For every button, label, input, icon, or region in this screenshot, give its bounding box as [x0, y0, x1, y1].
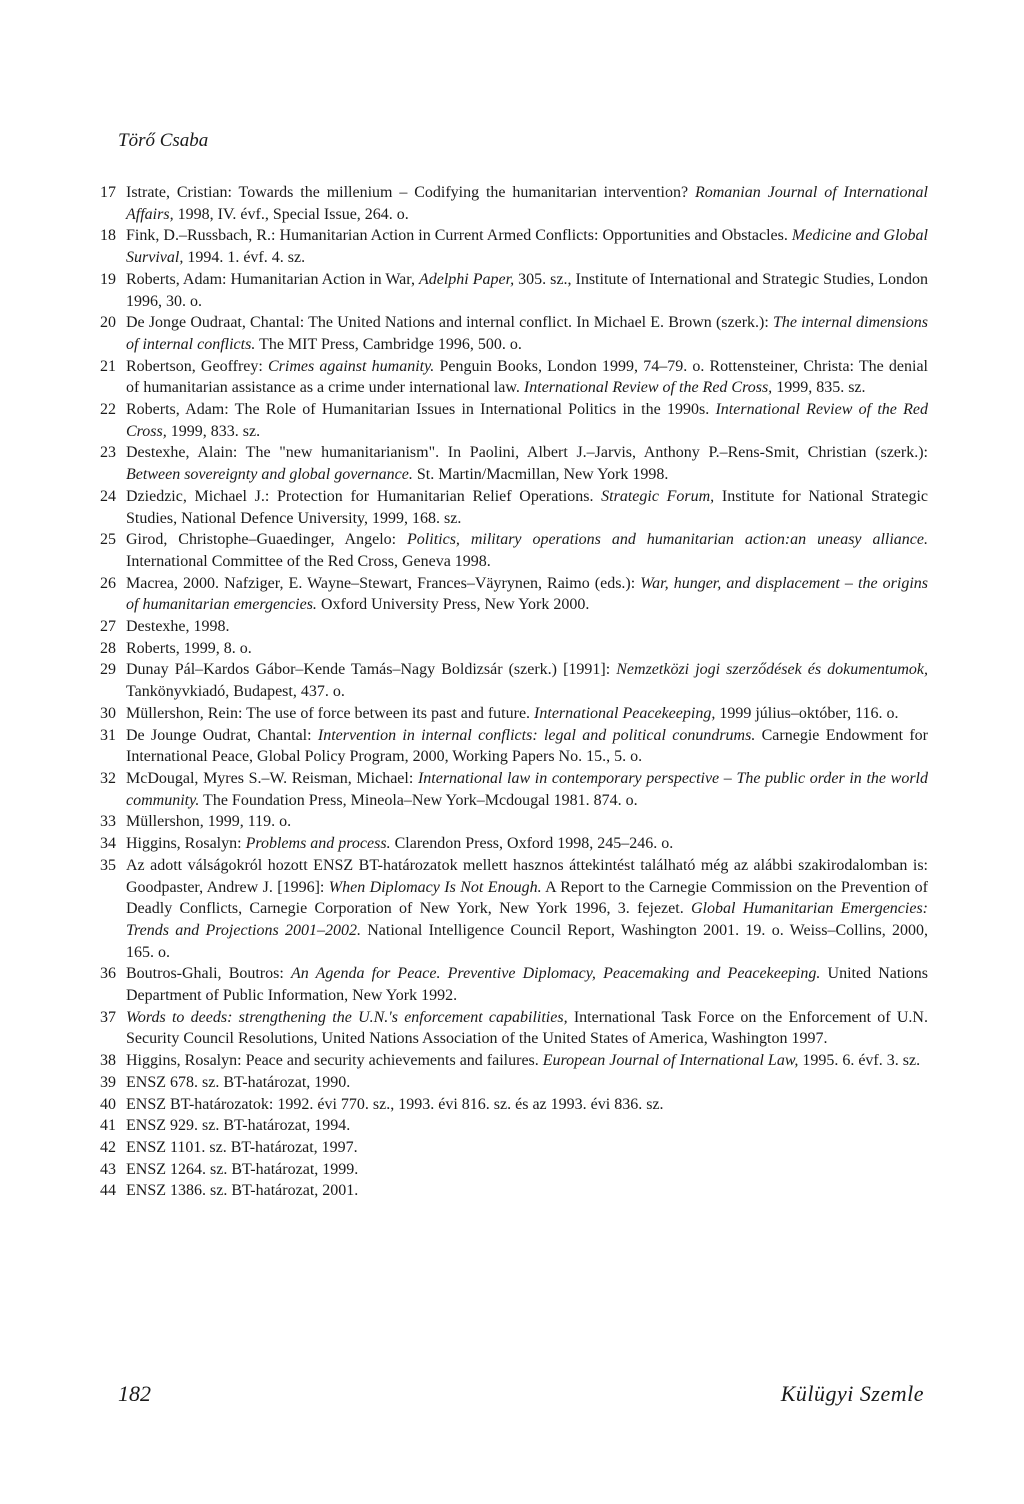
endnote-text-segment: ENSZ 1101. sz. BT-határozat, 1997.	[126, 1138, 358, 1156]
endnote-text-segment: Higgins, Rosalyn:	[126, 835, 246, 853]
endnote-text-segment: Müllershon, Rein: The use of force between its past and future.	[126, 704, 535, 722]
endnote-40	[100, 1094, 928, 1116]
endnote-19	[100, 269, 928, 312]
endnote-text	[126, 529, 928, 572]
endnote-text-segment: Roberts, Adam: The Role of Humanitarian Issues in International Politics in the 1990s.	[126, 401, 716, 419]
endnote-number: 29	[100, 661, 116, 679]
endnote-text	[126, 1115, 928, 1137]
endnote-text	[126, 573, 928, 616]
endnote-text-segment: International Task Force on the Enforcement of U.N. Security Council Resolutions, United Nations Association of the United States of America, Washington 1997.	[126, 1008, 928, 1048]
endnote-text-segment: 1999 július–október, 116. o.	[715, 704, 899, 722]
endnote-41	[100, 1115, 928, 1137]
endnote-title-italic: When Diplomacy Is Not Enough.	[328, 878, 542, 896]
endnote-number: 20	[100, 314, 116, 332]
endnote-35	[100, 855, 928, 964]
endnote-text-segment: 1994. 1. évf. 4. sz.	[183, 249, 306, 267]
endnote-text-segment: Penguin Books, London 1999, 74–79. o. Rottensteiner, Christa: The denial of humanitarian assistance as a crime under international law.	[126, 357, 928, 397]
endnote-text	[126, 399, 928, 442]
endnote-text-segment: A Report to the Carnegie Commission on the Prevention of Deadly Conflicts, Carnegie Corporation of New York, New York 1996, 3. fejezet.	[126, 878, 928, 918]
endnote-title-italic: Problems and process.	[245, 835, 391, 853]
endnote-number: 33	[100, 813, 116, 831]
endnote-text	[126, 442, 928, 485]
endnote-text-segment: Az adott válságokról hozott ENSZ BT-határozatok mellett hasznos áttekintést található még az alábbi szakirodalomban is: Goodpaster, Andrew J. [1996]:	[126, 856, 928, 896]
endnote-text-segment: Destexhe, 1998.	[126, 618, 230, 636]
page-number: 182	[118, 1381, 151, 1406]
endnote-text-segment: United Nations Department of Public Information, New York 1992.	[126, 965, 929, 1005]
endnote-text	[126, 182, 928, 225]
endnote-number: 40	[100, 1095, 116, 1113]
endnote-text-segment: 1995. 6. évf. 3. sz.	[798, 1052, 921, 1070]
endnote-43	[100, 1159, 928, 1181]
endnote-21	[100, 356, 928, 399]
endnote-31	[100, 725, 928, 768]
endnote-text	[126, 1180, 928, 1202]
endnote-text	[126, 1072, 928, 1094]
endnote-24	[100, 486, 928, 529]
endnote-text	[126, 963, 928, 1006]
endnote-32	[100, 768, 928, 811]
endnote-23	[100, 442, 928, 485]
endnote-title-italic: International Peacekeeping,	[534, 704, 716, 722]
endnote-text-segment: Dunay Pál–Kardos Gábor–Kende Tamás–Nagy Boldizsár (szerk.) [1991]:	[126, 661, 617, 679]
endnote-text	[126, 833, 928, 855]
endnote-text-segment: Tankönyvkiadó, Budapest, 437. o.	[126, 683, 345, 701]
endnote-39	[100, 1072, 928, 1094]
endnote-text-segment: St. Martin/Macmillan, New York 1998.	[412, 466, 669, 484]
endnote-text-segment: ENSZ 929. sz. BT-határozat, 1994.	[126, 1117, 351, 1135]
endnote-title-italic: Nemzetközi jogi szerződések és dokumentumok,	[616, 661, 928, 679]
endnote-44	[100, 1180, 928, 1202]
endnote-title-italic: Global Humanitarian Emergencies: Trends and Projections 2001–2002.	[126, 900, 928, 939]
endnote-number: 21	[100, 357, 116, 375]
endnote-text-segment: McDougal, Myres S.–W. Reisman, Michael:	[126, 769, 418, 787]
endnote-text	[126, 1137, 928, 1159]
endnote-title-italic: War, hunger, and displacement – the origins of humanitarian emergencies.	[126, 574, 928, 614]
endnote-text	[126, 1050, 928, 1072]
endnote-text-segment: The Foundation Press, Mineola–New York–Mcdougal 1981. 874. o.	[199, 791, 638, 809]
endnote-text-segment: National Intelligence Council Report, Washington 2001. 19. o. Weiss–Collins, 2000, 165. o.	[126, 921, 928, 961]
endnote-17	[100, 182, 928, 225]
endnote-text-segment: ENSZ 1264. sz. BT-határozat, 1999.	[126, 1160, 359, 1178]
endnote-22	[100, 399, 928, 442]
endnote-number: 26	[100, 574, 116, 592]
endnote-number: 24	[100, 487, 116, 505]
endnote-title-italic: An Agenda for Peace. Preventive Diplomacy, Peacemaking and Peacekeeping.	[290, 965, 821, 983]
endnote-number: 17	[100, 184, 116, 201]
endnote-text-segment: Clarendon Press, Oxford 1998, 245–246. o.	[390, 835, 674, 853]
endnote-title-italic: Strategic Forum,	[601, 487, 715, 505]
endnote-text	[126, 269, 928, 312]
endnote-text-segment: Istrate, Cristian: Towards the millenium – Codifying the humanitarian intervention?	[126, 184, 695, 201]
endnote-18	[100, 225, 928, 268]
endnote-30	[100, 703, 928, 725]
endnote-text	[126, 1159, 928, 1181]
endnote-25	[100, 529, 928, 572]
endnote-number: 31	[100, 726, 116, 744]
endnote-number: 34	[100, 835, 116, 853]
endnote-text-segment: Fink, D.–Russbach, R.: Humanitarian Action in Current Armed Conflicts: Opportunities and Obstacles.	[126, 227, 792, 245]
endnote-text-segment: ENSZ 1386. sz. BT-határozat, 2001.	[126, 1182, 359, 1200]
endnote-title-italic: Medicine and Global Survival,	[126, 227, 929, 267]
endnote-title-italic: International Review of the Red Cross,	[126, 401, 929, 440]
endnote-text-segment: Roberts, 1999, 8. o.	[126, 639, 252, 657]
endnote-text	[126, 616, 928, 638]
endnote-text-segment: Oxford University Press, New York 2000.	[316, 596, 590, 614]
endnote-title-italic: International law in contemporary perspective – The public order in the world community.	[126, 769, 928, 809]
endnote-text	[126, 855, 928, 964]
endnote-text-segment: 1998, IV. évf., Special Issue, 264. o.	[173, 205, 409, 223]
endnote-number: 19	[100, 270, 116, 288]
endnote-text-segment: Destexhe, Alain: The "new humanitarianism". In Paolini, Albert J.–Jarvis, Anthony P.–Rens-Smit, Christian (szerk.):	[126, 444, 928, 462]
endnote-text	[126, 811, 928, 833]
endnote-number: 22	[100, 401, 116, 419]
endnote-text-segment: Carnegie Endowment for International Peace, Global Policy Program, 2000, Working Papers No. 15., 5. o.	[126, 726, 928, 766]
endnote-text-segment: Macrea, 2000. Nafziger, E. Wayne–Stewart, Frances–Väyrynen, Raimo (eds.):	[126, 574, 641, 592]
endnote-text-segment: Dziedzic, Michael J.: Protection for Humanitarian Relief Operations.	[126, 487, 602, 505]
endnote-text-segment: The MIT Press, Cambridge 1996, 500. o.	[255, 335, 522, 353]
endnote-text-segment: 305. sz., Institute of International and Strategic Studies, London 1996, 30. o.	[126, 270, 929, 310]
endnote-text	[126, 638, 928, 660]
running-header-author: Törő Csaba	[118, 130, 209, 151]
endnote-28	[100, 638, 928, 660]
endnote-title-italic: Adelphi Paper,	[418, 270, 515, 288]
endnote-text-segment: Institute for National Strategic Studies, National Defence University, 1999, 168. sz.	[126, 487, 928, 527]
endnote-number: 28	[100, 639, 116, 657]
endnote-text-segment: International Committee of the Red Cross, Geneva 1998.	[126, 552, 491, 570]
endnote-text-segment: De Jonge Oudraat, Chantal: The United Nations and internal conflict. In Michael E. Brown (szerk.):	[126, 314, 773, 332]
endnote-text-segment: 1999, 833. sz.	[166, 422, 261, 440]
endnote-text-segment: Robertson, Geoffrey:	[126, 357, 268, 375]
endnote-number: 41	[100, 1117, 116, 1135]
endnote-text	[126, 1094, 928, 1116]
endnote-number: 35	[100, 856, 116, 874]
endnote-number: 32	[100, 769, 116, 787]
endnote-text	[126, 703, 928, 725]
endnote-text-segment: Boutros-Ghali, Boutros:	[126, 965, 291, 983]
endnotes-list	[100, 182, 928, 1202]
endnote-title-italic: Between sovereignty and global governance.	[126, 466, 413, 484]
endnote-number: 25	[100, 531, 116, 549]
endnote-text-segment: ENSZ 678. sz. BT-határozat, 1990.	[126, 1073, 351, 1091]
endnote-text-segment: Higgins, Rosalyn: Peace and security achievements and failures.	[126, 1052, 543, 1070]
endnote-text	[126, 725, 928, 768]
endnote-text	[126, 225, 928, 268]
endnote-number: 27	[100, 618, 116, 636]
endnote-title-italic: Crimes against humanity.	[267, 357, 435, 375]
endnote-title-italic: International Review of the Red Cross,	[523, 379, 773, 397]
endnote-number: 36	[100, 965, 116, 983]
endnote-27	[100, 616, 928, 638]
endnote-37	[100, 1007, 928, 1050]
endnote-title-italic: The internal dimensions of internal conflicts.	[126, 314, 928, 353]
endnote-text	[126, 486, 928, 529]
endnote-42	[100, 1137, 928, 1159]
endnote-title-italic: Intervention in internal conflicts: legal and political conundrums.	[317, 726, 756, 744]
endnote-38	[100, 1050, 928, 1072]
endnote-34	[100, 833, 928, 855]
endnote-number: 43	[100, 1160, 116, 1178]
endnote-number: 38	[100, 1052, 116, 1070]
endnote-number: 39	[100, 1073, 116, 1091]
endnote-title-italic: European Journal of International Law,	[542, 1052, 799, 1070]
endnote-title-italic: Politics, military operations and humanitarian action:an uneasy alliance.	[407, 531, 929, 549]
endnote-26	[100, 573, 928, 616]
endnote-text-segment: ENSZ BT-határozatok: 1992. évi 770. sz., 1993. évi 816. sz. és az 1993. évi 836. sz.	[126, 1095, 664, 1113]
endnote-text-segment: Girod, Christophe–Guaedinger, Angelo:	[126, 531, 408, 549]
endnote-text-segment: Roberts, Adam: Humanitarian Action in War,	[126, 270, 419, 288]
endnote-text-segment: De Jounge Oudrat, Chantal:	[126, 726, 318, 744]
endnote-36	[100, 963, 928, 1006]
endnote-text	[126, 768, 928, 811]
endnote-number: 18	[100, 227, 116, 245]
endnote-number: 23	[100, 444, 116, 462]
endnote-text	[126, 312, 928, 355]
endnote-20	[100, 312, 928, 355]
endnote-text-segment: Müllershon, 1999, 119. o.	[126, 813, 292, 831]
endnote-33	[100, 811, 928, 833]
endnote-text	[126, 659, 928, 702]
endnote-number: 30	[100, 704, 116, 722]
endnote-text-segment: 1999, 835. sz.	[772, 379, 866, 397]
endnote-title-italic: Romanian Journal of International Affairs,	[126, 184, 928, 223]
endnote-text	[126, 356, 928, 399]
endnote-title-italic: Words to deeds: strengthening the U.N.'s enforcement capabilities,	[126, 1008, 568, 1026]
endnote-29	[100, 659, 928, 702]
endnote-number: 42	[100, 1138, 116, 1156]
endnote-number: 37	[100, 1008, 116, 1026]
endnote-number: 44	[100, 1182, 116, 1200]
endnote-text	[126, 1007, 928, 1050]
journal-title: Külügyi Szemle	[780, 1381, 924, 1406]
